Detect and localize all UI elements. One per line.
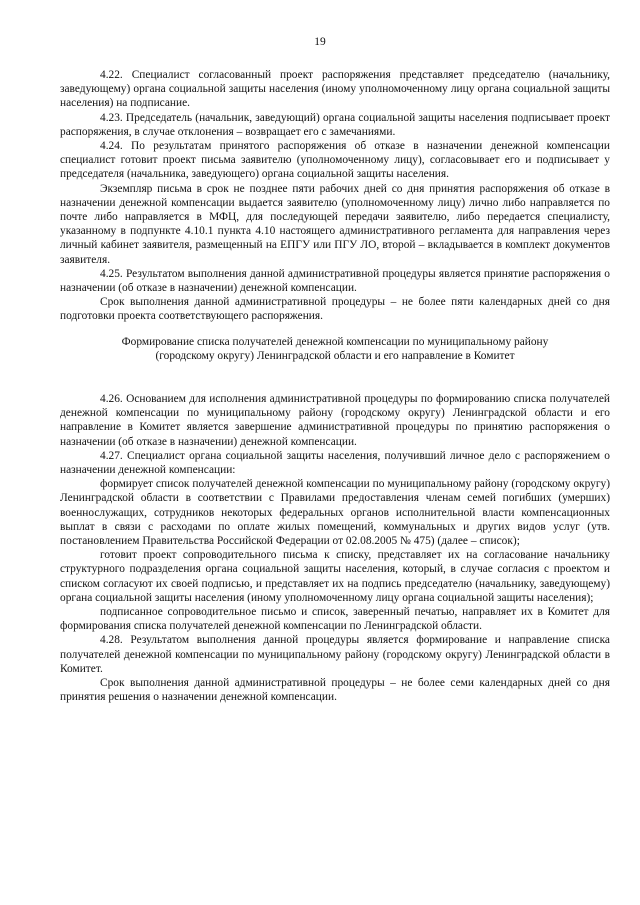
paragraph-deadline-a: Срок выполнения данной административной процедуры – не более пяти календарных дней со дня подготовки проекта соответствующего распоряжения. — [60, 296, 610, 323]
section-a — [60, 68, 610, 324]
paragraph-4-26: 4.26. Основанием для исполнения административной процедуры по формированию списка получателей денежной компенсации по муниципальному району (городскому округу) Ленинградской области и его направление в Комитет является завершение административной процедуры по принятию распоряжения о назначении (об отказе в назначении) денежной компенсации. — [60, 393, 610, 448]
paragraph-letter-copy: Экземпляр письма в срок не позднее пяти рабочих дней со дня принятия распоряжения об отказе в назначении денежной компенсации выдается заявителю (уполномоченному лицу) лично либо направляется по почте либо направляется в МФЦ, для последующей передачи заявителю, либо передается специалисту, указанному в подпункте 4.10.1 пункта 4.10 настоящего административного регламента для направления через личный кабинет заявителя, размещенный на ЕПГУ или ПГУ ЛО, второй – вкладывается в комплект документов заявителя. — [60, 182, 610, 266]
page-number: 19 — [314, 36, 326, 48]
paragraph-4-23: 4.23. Председатель (начальник, заведующий) органа социальной защиты населения подписывает проект распоряжения, в случае отклонения – возвращает его с замечаниями. — [60, 111, 610, 138]
paragraph-cover-letter: готовит проект сопроводительного письма к списку, представляет их на согласование начальнику структурного подразделения органа социальной защиты населения, который, в случае согласия с проектом и списком согласуют их своей подписью, и представляет их на подпись председателю (начальнику, заведующему) органа социальной защиты населения (иному уполномоченному лицу органа социальной защиты населения); — [60, 549, 610, 604]
section-heading — [60, 335, 610, 363]
paragraph-4-22: 4.22. Специалист согласованный проект распоряжения представляет председателю (начальнику, заведующему) органа социальной защиты населения (иному уполномоченному лицу органа социальной защиты населения) на подписание. — [60, 69, 610, 110]
paragraph-send-list: подписанное сопроводительное письмо и список, заверенный печатью, направляет их в Комитет для формирования списка получателей денежной компенсации по Ленинградской области. — [60, 606, 610, 633]
paragraph-form-list: формирует список получателей денежной компенсации по муниципальному району (городскому округу) Ленинградской области в соответствии с Правилами предоставления членам семей погибших (умерших) военнослужащих, сотрудников некоторых федеральных органов исполнительной власти компенсационных выплат в связи с расходами по оплате жилых помещений, коммунальных и других видов услуг (утв. постановлением Правительства Российской Федерации от 02.08.2005 № 475) (далее – список); — [60, 478, 610, 548]
paragraph-4-25: 4.25. Результатом выполнения данной административной процедуры является принятие распоряжения о назначении (об отказе в назначении) денежной компенсации. — [60, 267, 610, 295]
paragraph-deadline-b: Срок выполнения данной административной процедуры – не более семи календарных дней со дня принятия решения о назначении денежной компенсации. — [60, 677, 610, 704]
paragraph-4-24: 4.24. По результатам принятого распоряжения об отказе в назначении денежной компенсации специалист готовит проект письма заявителю (уполномоченному лицу), согласовывает его и подписывает у председателя (начальника, заведующего) органа социальной защиты населения. — [60, 140, 610, 181]
section-b — [60, 392, 610, 704]
heading-line-1: Формирование списка получателей денежной компенсации по муниципальному району — [121, 336, 549, 348]
heading-line-2: (городскому округу) Ленинградской области и его направление в Комитет — [155, 350, 515, 363]
paragraph-4-28: 4.28. Результатом выполнения данной процедуры является формирование и направление списка получателей денежной компенсации по муниципальному району (городскому округу) Ленинградской области в Комитет. — [60, 634, 610, 675]
paragraph-4-27: 4.27. Специалист органа социальной защиты населения, получивший личное дело с распоряжением о назначении денежной компенсации: — [60, 449, 610, 477]
